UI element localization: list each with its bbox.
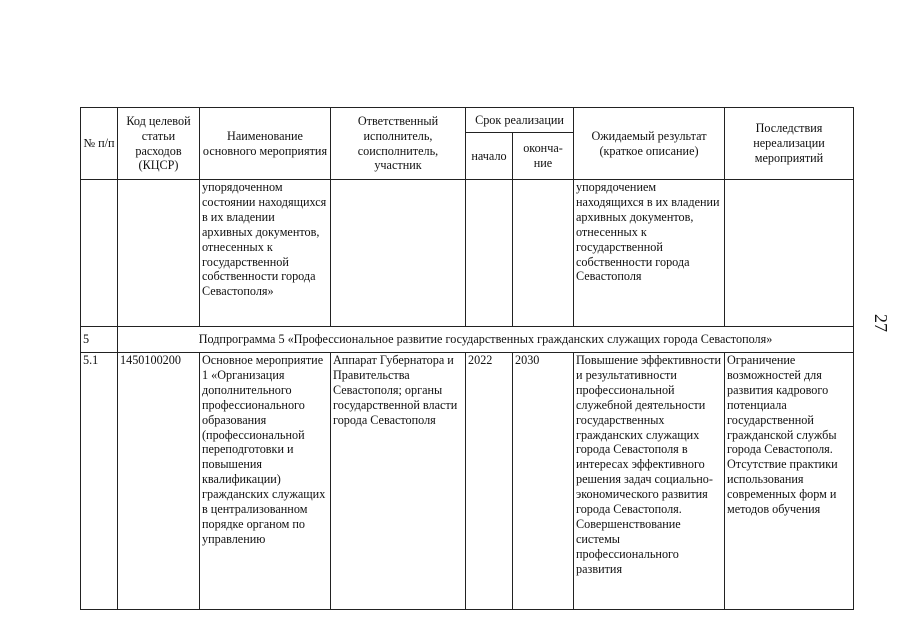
cell-result: Повышение эффективности и результативности профессиональной служебной деятельности государственных гражданских служащих города Севастополя в интересах эффективного решения задач социально-экономического развития города Севастополя. Совершенствование системы профессионального развития: [574, 353, 725, 610]
table-row: [81, 180, 854, 327]
subprogram-row: [81, 327, 854, 353]
cell-code: 1450100200: [118, 353, 200, 610]
cell-num: 5.1: [81, 353, 118, 610]
subprogram-title: Подпрограмма 5 «Профессиональное развитие государственных гражданских служащих города Севастополя»: [118, 327, 854, 353]
header-result: Ожидаемый результат (краткое описание): [574, 108, 725, 180]
cell-name: упорядоченном состоянии находящихся в их владении архивных документов, отнесенных к государственной собственности города Севастополя»: [200, 180, 331, 327]
page-number: 27: [871, 314, 891, 332]
measures-table: [80, 107, 854, 610]
cell-end: 2030: [513, 353, 574, 610]
header-period: Срок реализации: [466, 108, 574, 133]
cell-consequences: [725, 180, 854, 327]
cell-responsible: [331, 180, 466, 327]
header-code: Код целевой статьи расходов (КЦСР): [118, 108, 200, 180]
cell-name: Основное мероприятие 1 «Организация дополнительного профессионального образования (профессиональной переподготовки и повышения квалификации) гражданских служащих в централизованном порядке органом по управлению: [200, 353, 331, 610]
header-num: № п/п: [81, 108, 118, 180]
header-row-1: [81, 108, 854, 133]
header-name: Наименование основного мероприятия: [200, 108, 331, 180]
subprogram-num: 5: [81, 327, 118, 353]
cell-num: [81, 180, 118, 327]
header-responsible: Ответственный исполнитель, соисполнитель, участник: [331, 108, 466, 180]
cell-responsible: Аппарат Губернатора и Правительства Севастополя; органы государственной власти города Севастополя: [331, 353, 466, 610]
cell-result: упорядочением находящихся в их владении архивных документов, отнесенных к государственной собственности города Севастополя: [574, 180, 725, 327]
header-consequences: Последствия нереализации мероприятий: [725, 108, 854, 180]
table-row: [81, 353, 854, 610]
cell-end: [513, 180, 574, 327]
header-end: оконча-ние: [513, 133, 574, 180]
cell-start: [466, 180, 513, 327]
header-start: начало: [466, 133, 513, 180]
cell-consequences: Ограничение возможностей для развития кадрового потенциала государственной гражданской службы города Севастополя. Отсутствие практики использования современных форм и методов обучения: [725, 353, 854, 610]
cell-code: [118, 180, 200, 327]
cell-start: 2022: [466, 353, 513, 610]
